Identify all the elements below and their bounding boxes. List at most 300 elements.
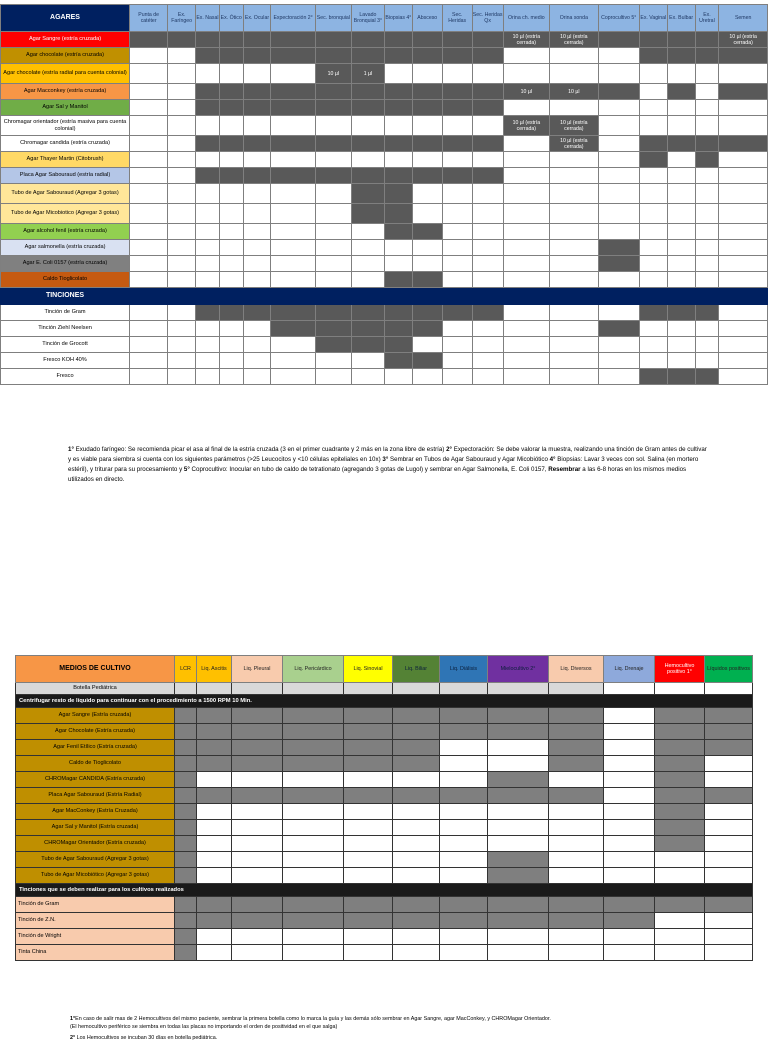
table-cell <box>243 48 271 64</box>
table-row <box>1 184 768 204</box>
table-cell <box>175 740 197 756</box>
table-cell <box>315 224 351 240</box>
table-cell <box>271 152 315 168</box>
table-cell <box>283 836 344 852</box>
table-cell <box>655 788 705 804</box>
table-cell <box>175 772 197 788</box>
table-cell <box>351 100 384 116</box>
section-fill <box>503 288 549 305</box>
table-cell <box>719 100 768 116</box>
table-cell <box>442 32 472 48</box>
table-cell <box>197 945 232 961</box>
table-cell <box>271 272 315 288</box>
table-row <box>16 756 753 772</box>
table-cell <box>549 724 604 740</box>
table-cell <box>351 32 384 48</box>
table-cell <box>639 168 667 184</box>
table-cell <box>440 756 488 772</box>
table-cell <box>393 708 440 724</box>
table-cell <box>550 184 599 204</box>
table-cell <box>315 184 351 204</box>
table-cell <box>472 240 503 256</box>
table-row <box>16 929 753 945</box>
table-cell <box>315 48 351 64</box>
row-label: Agar salmonella (estría cruzada) <box>1 240 130 256</box>
table-cell <box>503 240 549 256</box>
table-cell <box>598 305 639 321</box>
table-cell <box>442 204 472 224</box>
table-cell <box>503 64 549 84</box>
table-cell <box>472 116 503 136</box>
table-cell <box>393 913 440 929</box>
section-fill <box>351 288 384 305</box>
table-cell <box>271 168 315 184</box>
table-cell <box>719 369 768 385</box>
table-cell <box>488 945 549 961</box>
table-cell <box>315 240 351 256</box>
table-cell <box>549 804 604 820</box>
table-cell <box>604 724 655 740</box>
table-cell <box>412 353 442 369</box>
table-cell <box>344 945 393 961</box>
table-cell <box>384 168 412 184</box>
agares-header: AGARES <box>1 5 130 32</box>
table-cell <box>271 224 315 240</box>
table-cell <box>655 897 705 913</box>
table-cell <box>232 804 283 820</box>
table-cell <box>598 321 639 337</box>
row-label: Tinta China <box>16 945 175 961</box>
table-cell <box>271 353 315 369</box>
table-cell <box>442 337 472 353</box>
table-cell <box>351 321 384 337</box>
table-cell <box>196 256 220 272</box>
table-cell <box>384 224 412 240</box>
row-label: Tinción de Gram <box>16 897 175 913</box>
table-cell <box>232 897 283 913</box>
table-cell <box>351 353 384 369</box>
table-cell <box>550 369 599 385</box>
table-cell <box>243 272 271 288</box>
table-cell <box>393 929 440 945</box>
table-cell <box>472 256 503 272</box>
column-header: Ex. Ótico <box>219 5 243 32</box>
table-cell <box>442 353 472 369</box>
table-cell <box>384 136 412 152</box>
table-cell <box>393 945 440 961</box>
table-cell <box>197 913 232 929</box>
table-cell <box>550 321 599 337</box>
section-fill <box>667 288 695 305</box>
table-cell <box>271 256 315 272</box>
botella-pediatrica-label: Botella Pediátrica <box>16 683 175 695</box>
table-cell <box>604 913 655 929</box>
table-cell <box>130 305 168 321</box>
table-cell <box>351 136 384 152</box>
table-row <box>16 852 753 868</box>
section-fill <box>130 288 168 305</box>
table-cell <box>196 48 220 64</box>
table-cell <box>130 100 168 116</box>
table-cell <box>315 116 351 136</box>
table-cell <box>243 152 271 168</box>
table-cell <box>442 64 472 84</box>
table-cell <box>412 204 442 224</box>
table-cell <box>271 321 315 337</box>
table-cell <box>243 100 271 116</box>
table-cell <box>549 929 604 945</box>
table-cell <box>219 256 243 272</box>
table-cell <box>488 756 549 772</box>
table-cell <box>440 836 488 852</box>
column-header: Liq. Ascitis <box>197 656 232 683</box>
table-cell <box>351 168 384 184</box>
table-cell <box>440 683 488 695</box>
row-label: CHROMagar Orientador (Estría cruzada) <box>16 836 175 852</box>
table-cell <box>440 788 488 804</box>
medios-cultivo-header: MEDIOS DE CULTIVO <box>16 656 175 683</box>
row-label: Tubo de Agar Sabouraud (Agregar 3 gotas) <box>1 184 130 204</box>
table-cell <box>412 116 442 136</box>
table-cell <box>412 48 442 64</box>
table-cell <box>705 756 753 772</box>
table-cell <box>232 929 283 945</box>
table-cell <box>168 337 196 353</box>
table-cell <box>384 64 412 84</box>
table-cell <box>197 820 232 836</box>
table-cell <box>440 772 488 788</box>
table-cell <box>393 820 440 836</box>
table-cell <box>550 272 599 288</box>
section-fill <box>219 288 243 305</box>
table-cell <box>283 788 344 804</box>
table-cell <box>488 788 549 804</box>
table-cell <box>695 305 719 321</box>
table-cell <box>488 913 549 929</box>
column-header: Orina ch. medio <box>503 5 549 32</box>
row-label: Agar Sangre (Estría cruzada) <box>16 708 175 724</box>
table-cell <box>503 369 549 385</box>
table-cell <box>315 84 351 100</box>
table-row <box>1 305 768 321</box>
table-cell <box>130 353 168 369</box>
bar-text: Centrifugar resto de líquido para continuar con el procedimiento a 1500 RPM 10 Min. <box>16 695 753 708</box>
table-row <box>16 945 753 961</box>
table-cell <box>549 913 604 929</box>
column-header: Ex. Uretral <box>695 5 719 32</box>
table-cell <box>196 337 220 353</box>
table-cell <box>412 224 442 240</box>
table-cell <box>351 337 384 353</box>
table-cell <box>219 136 243 152</box>
table-row <box>1 168 768 184</box>
table-cell <box>604 868 655 884</box>
table-cell <box>705 913 753 929</box>
table-cell <box>271 337 315 353</box>
column-header: Liq. Drenaje <box>604 656 655 683</box>
table-cell <box>175 683 197 695</box>
table-cell <box>243 32 271 48</box>
table-cell <box>440 852 488 868</box>
row-label: Tinción Ziehl Neelsen <box>1 321 130 337</box>
column-header: Coprocultivo 5° <box>598 5 639 32</box>
column-header: Orina sonda <box>550 5 599 32</box>
table-cell <box>197 740 232 756</box>
table-cell <box>315 305 351 321</box>
table-cell <box>232 724 283 740</box>
table-cell <box>344 820 393 836</box>
table-cell <box>232 945 283 961</box>
table-cell <box>488 724 549 740</box>
section-fill <box>271 288 315 305</box>
table-cell <box>667 337 695 353</box>
column-header: Liq. Pleural <box>232 656 283 683</box>
table-cell <box>175 929 197 945</box>
table-cell <box>719 305 768 321</box>
table-cell <box>219 337 243 353</box>
section-fill <box>168 288 196 305</box>
table-cell <box>503 337 549 353</box>
table-cell <box>283 756 344 772</box>
table-cell: 10 µl (estría cerrada) <box>550 116 599 136</box>
table-cell <box>442 100 472 116</box>
table-cell <box>219 152 243 168</box>
table-cell <box>472 32 503 48</box>
table-cell <box>168 272 196 288</box>
table-cell <box>667 48 695 64</box>
table-cell <box>243 369 271 385</box>
table-cell <box>384 272 412 288</box>
table-cell <box>550 224 599 240</box>
row-label: Agar Macconkey (estría cruzada) <box>1 84 130 100</box>
table-cell <box>243 321 271 337</box>
table-cell <box>384 240 412 256</box>
table-cell <box>412 321 442 337</box>
table-cell <box>232 708 283 724</box>
row-label: Agar MacConkey (Estría Cruzada) <box>16 804 175 820</box>
table-cell <box>315 32 351 48</box>
table-cell <box>283 929 344 945</box>
table-cell <box>393 804 440 820</box>
table-cell <box>175 913 197 929</box>
table-cell <box>695 64 719 84</box>
table-cell <box>667 168 695 184</box>
table-cell <box>315 100 351 116</box>
table-row <box>1 152 768 168</box>
section-fill <box>639 288 667 305</box>
table-cell <box>243 136 271 152</box>
table-cell <box>719 48 768 64</box>
table-cell <box>271 369 315 385</box>
table-cell <box>550 240 599 256</box>
table-cell <box>667 152 695 168</box>
row-label: Agar Chocolate (Estría cruzada) <box>16 724 175 740</box>
bar-text: Tinciones que se deben realizar para los cultivos realizados <box>16 884 753 897</box>
table-cell <box>472 321 503 337</box>
table-cell <box>243 224 271 240</box>
table-cell <box>549 820 604 836</box>
row-label: Tinción de Wright <box>16 929 175 945</box>
table-cell <box>488 804 549 820</box>
table-cell <box>503 224 549 240</box>
table-cell <box>344 836 393 852</box>
table-cell <box>168 136 196 152</box>
table-cell <box>243 240 271 256</box>
table-cell <box>219 369 243 385</box>
table-cell <box>168 369 196 385</box>
table-cell <box>655 756 705 772</box>
table-cell <box>384 152 412 168</box>
table-cell <box>168 32 196 48</box>
table-cell <box>667 240 695 256</box>
table-cell <box>442 369 472 385</box>
table-cell <box>271 305 315 321</box>
column-header: Biopsias 4° <box>384 5 412 32</box>
row-label: Tubo de Agar Micobiotico (Agregar 3 gotas) <box>1 204 130 224</box>
table-cell <box>351 256 384 272</box>
table-cell <box>271 116 315 136</box>
table-cell <box>503 321 549 337</box>
column-header: Sec. Heridas Qx <box>472 5 503 32</box>
table-cell <box>695 32 719 48</box>
table-cell <box>219 305 243 321</box>
column-header: Ex. Ocular <box>243 5 271 32</box>
table-cell <box>667 305 695 321</box>
table-cell <box>168 184 196 204</box>
medios-cultivo-table <box>15 655 753 961</box>
table-cell <box>695 84 719 100</box>
section-fill <box>472 288 503 305</box>
table-cell <box>442 272 472 288</box>
table-row <box>16 804 753 820</box>
table-cell <box>488 683 549 695</box>
table-cell <box>604 836 655 852</box>
table-cell <box>655 945 705 961</box>
table-cell <box>232 868 283 884</box>
table-cell <box>705 897 753 913</box>
row-label: Agar Thayer Martin (Citobrush) <box>1 152 130 168</box>
table-cell <box>283 945 344 961</box>
table-cell <box>197 788 232 804</box>
table-cell <box>393 724 440 740</box>
column-header: Ex. Bulbar <box>667 5 695 32</box>
table-cell <box>667 84 695 100</box>
row-label: Placa Agar Sabouraud (estría radial) <box>1 168 130 184</box>
table-cell <box>639 64 667 84</box>
table-cell <box>440 708 488 724</box>
table-cell <box>598 48 639 64</box>
table-cell <box>488 708 549 724</box>
table-cell <box>393 852 440 868</box>
table-cell <box>719 168 768 184</box>
table-cell <box>639 152 667 168</box>
column-header: Ex. Faríngeo <box>168 5 196 32</box>
table-cell <box>598 168 639 184</box>
table-cell <box>549 868 604 884</box>
column-header: Líquidos positivos <box>705 656 753 683</box>
agares-notes: 1° Exudado faríngeo: Se recomienda picar el asa al final de la estría cruzada (3 en el primer cuadrante y 2 más en la zona libre de estría) 2° Expectoración: Se debe valorar la muestra, realizando una tinción de Gram antes de cultivar y es viable para siembra si cuenta con los siguientes parámetros (>25 Leucocitos y <10 células epiteliales en 10x) 3° Sembrar en Tubos de Agar Sabouraud y Agar Micobiótico 4° Biopsias: Lavar 3 veces con sol. Salina (en mortero estéril), y triturar para su procesamiento y 5° Coprocultivo: Inocular en tubo de caldo de tetrationato (agregando 3 gotas de Lugol) y sembrar en Agar Salmonella, E. Coli 0157, Resembrar a las 6-8 horas en los mismos medios utilizados en directo. <box>68 446 707 483</box>
table-cell <box>315 136 351 152</box>
table-cell <box>197 756 232 772</box>
table-cell <box>168 84 196 100</box>
table-cell <box>393 788 440 804</box>
table-cell <box>351 204 384 224</box>
table-cell <box>550 256 599 272</box>
table-cell <box>639 116 667 136</box>
table-cell <box>705 804 753 820</box>
table-cell <box>351 152 384 168</box>
table-cell <box>488 820 549 836</box>
table-row <box>1 353 768 369</box>
table-cell <box>344 804 393 820</box>
row-label: Agar Sal y Manitol <box>1 100 130 116</box>
table-cell <box>705 683 753 695</box>
table-cell <box>351 305 384 321</box>
table-cell <box>655 820 705 836</box>
row-label: Tinción de Z.N. <box>16 913 175 929</box>
table-cell <box>440 868 488 884</box>
table-cell <box>442 84 472 100</box>
table-cell: 1 µl <box>351 64 384 84</box>
table-cell: 10 µl <box>503 84 549 100</box>
table-cell <box>442 321 472 337</box>
table-row <box>1 224 768 240</box>
table-cell: 10 µl (estría cerrada) <box>503 116 549 136</box>
row-label: Caldo de Tioglicolato <box>16 756 175 772</box>
table-cell <box>243 116 271 136</box>
table-cell <box>695 353 719 369</box>
table-cell <box>196 369 220 385</box>
table-cell <box>639 136 667 152</box>
table-cell <box>549 945 604 961</box>
row-label: Tubo de Agar Micobiótico (Agregar 3 gotas) <box>16 868 175 884</box>
table-row <box>1 64 768 84</box>
table-cell <box>168 256 196 272</box>
table-cell <box>219 204 243 224</box>
table-cell <box>196 353 220 369</box>
row-label: Agar alcohol fenil (estría cruzada) <box>1 224 130 240</box>
table-cell <box>168 116 196 136</box>
table-cell <box>488 836 549 852</box>
table-row <box>16 788 753 804</box>
column-header: Liq. Biliar <box>393 656 440 683</box>
table-cell <box>271 48 315 64</box>
table-cell <box>197 683 232 695</box>
table-cell <box>719 116 768 136</box>
table-cell <box>549 772 604 788</box>
table-cell <box>695 152 719 168</box>
table-cell <box>384 369 412 385</box>
table-cell <box>503 272 549 288</box>
table-cell <box>549 897 604 913</box>
table-cell <box>667 32 695 48</box>
table-cell <box>243 184 271 204</box>
table-cell <box>168 305 196 321</box>
table-cell <box>130 32 168 48</box>
table-cell <box>412 240 442 256</box>
column-header: Semen <box>719 5 768 32</box>
table-cell <box>667 256 695 272</box>
table-cell <box>271 64 315 84</box>
table-cell <box>488 897 549 913</box>
table-cell <box>667 116 695 136</box>
table-cell <box>130 321 168 337</box>
table-cell <box>232 913 283 929</box>
table-cell <box>344 788 393 804</box>
table-cell <box>705 820 753 836</box>
table-cell <box>271 32 315 48</box>
table-row <box>1 321 768 337</box>
